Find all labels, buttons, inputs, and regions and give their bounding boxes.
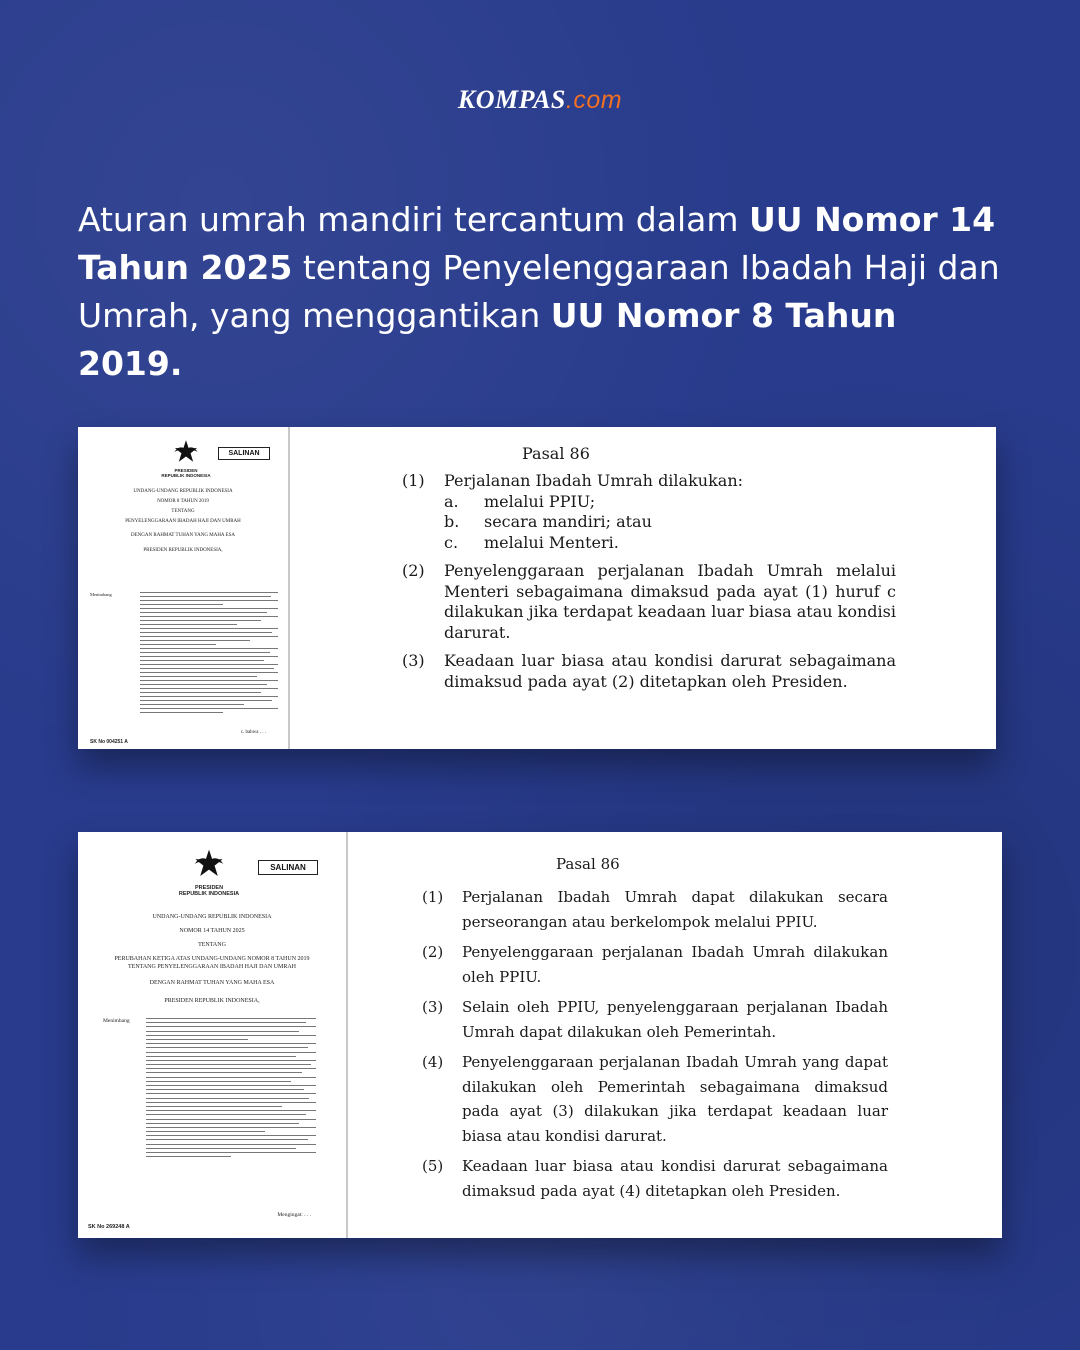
uu-presiden-ri: PRESIDEN REPUBLIK INDONESIA, [164,998,260,1004]
sk-number: SK No 269248 A [88,1224,130,1230]
item-number: (3) [402,651,425,670]
pasal-item [402,651,896,692]
logo-suffix: .com [565,86,623,114]
presiden-line-2: REPUBLIK INDONESIA [178,891,240,898]
item-number: (4) [422,1053,444,1071]
sub-item [444,533,896,554]
sub-item-letter: c. [444,532,459,552]
sub-item-text: melalui PPIU; [484,491,596,511]
sub-item-letter: a. [444,491,459,511]
pasal-item [422,885,888,934]
scan-continue: c. bahwa . . . [240,730,266,735]
sub-items [444,492,896,554]
uu-tentang: TENTANG [171,509,195,514]
kompas-logo [0,85,1080,115]
headline-part-2: tentang Penyelenggaraan Ibadah Haji dan Umrah, yang menggantikan [78,248,1000,335]
uu-presiden-ri: PRESIDEN REPUBLIK INDONESIA, [143,548,223,553]
pasal-86-new [348,832,1002,1238]
pasal-item [422,940,888,989]
scan-text-lines [146,1018,316,1160]
presiden-line-1: PRESIDEN [194,885,224,891]
item-number: (2) [422,943,444,961]
item-text: Keadaan luar biasa atau kondisi darurat sebagaimana dimaksud pada ayat (2) ditetapkan oleh Presiden. [444,651,896,691]
document-card-old [78,427,996,749]
sub-item-text: secara mandiri; atau [484,512,652,531]
pasal-title: Pasal 86 [522,444,590,463]
uu-number: NOMOR 14 TAHUN 2025 [179,928,245,934]
uu-subject-line-1: PERUBAHAN KETIGA ATAS UNDANG-UNDANG NOMOR 8 TAHUN 2019 [114,956,310,962]
item-text: Penyelenggaraan perjalanan Ibadah Umrah yang dapat dilakukan oleh Pemerintah sebagaimana dimaksud pada ayat (3) dilakukan jika terdapat keadaan luar biasa atau kondisi darurat. [462,1053,888,1145]
pasal-item [402,471,896,553]
sub-item-letter: b. [444,512,460,531]
document-scan-new [78,832,348,1238]
sub-item-text: melalui Menteri. [484,532,619,552]
uu-title: UNDANG-UNDANG REPUBLIK INDONESIA [133,489,233,494]
item-text: Keadaan luar biasa atau kondisi darurat sebagaimana dimaksud pada ayat (4) ditetapkan oleh Presiden. [462,1157,888,1200]
document-card-new [78,832,1002,1238]
presiden-line-1: PRESIDEN [174,468,198,473]
salinan-stamp: SALINAN [258,860,318,875]
pasal-items [402,471,896,700]
item-text: Selain oleh PPIU, penyelenggaraan perjalanan Ibadah Umrah dapat dilakukan oleh Pemerintah. [462,998,888,1041]
pasal-item [422,995,888,1044]
uu-rahmat: DENGAN RAHMAT TUHAN YANG MAHA ESA [149,980,275,986]
headline-bold-2: UU Nomor 8 Tahun 2019. [78,296,897,383]
item-text: Perjalanan Ibadah Umrah dilakukan: [444,471,744,490]
logo-name: KOMPAS [457,85,566,114]
pasal-item [422,1154,888,1203]
garuda-emblem-icon [193,848,225,880]
presiden-label [158,468,214,478]
sk-number: SK No 004251 A [90,739,128,745]
uu-subject-line-2: TENTANG PENYELENGGARAAN IBADAH HAJI DAN UMRAH [127,964,296,970]
uu-title: UNDANG-UNDANG REPUBLIK INDONESIA [152,914,272,920]
salinan-stamp: SALINAN [218,447,270,460]
sub-item [444,512,896,533]
item-text: Penyelenggaraan perjalanan Ibadah Umrah dilakukan oleh PPIU. [462,943,888,986]
uu-rahmat: DENGAN RAHMAT TUHAN YANG MAHA ESA [131,533,235,538]
uu-subject: PENYELENGGARAAN IBADAH HAJI DAN UMRAH [125,519,241,524]
uu-number: NOMOR 8 TAHUN 2019 [157,499,209,504]
item-number: (3) [422,998,444,1016]
pasal-title: Pasal 86 [556,855,620,873]
headline [78,196,1008,388]
pasal-item [402,561,896,643]
garuda-emblem-icon [173,439,199,465]
menimbang-label: Menimbang [103,1018,130,1024]
presiden-line-2: REPUBLIK INDONESIA [161,473,211,479]
item-number: (1) [422,888,444,906]
item-text: Penyelenggaraan perjalanan Ibadah Umrah melalui Menteri sebagaimana dimaksud pada ayat (1) huruf c dilakukan jika terdapat keadaan luar biasa atau kondisi darurat. [444,561,896,642]
pasal-items [422,885,888,1209]
pasal-86-old [290,427,996,749]
item-number: (2) [402,561,425,580]
item-number: (1) [402,471,425,490]
headline-bold-1: UU Nomor 14 Tahun 2025 [78,200,996,287]
scan-text-lines [140,592,278,716]
scan-continue: Mengingat: . . . [277,1212,311,1218]
sub-item [444,492,896,513]
pasal-item [422,1050,888,1148]
item-number: (5) [422,1157,444,1175]
presiden-label [173,885,245,898]
item-text: Perjalanan Ibadah Umrah dapat dilakukan secara perseorangan atau berkelompok melalui PPIU. [462,888,888,931]
menimbang-label: Menimbang [90,592,112,597]
uu-tentang: TENTANG [198,942,226,948]
document-scan-old [78,427,290,749]
headline-part-1: Aturan umrah mandiri tercantum dalam [78,200,749,239]
